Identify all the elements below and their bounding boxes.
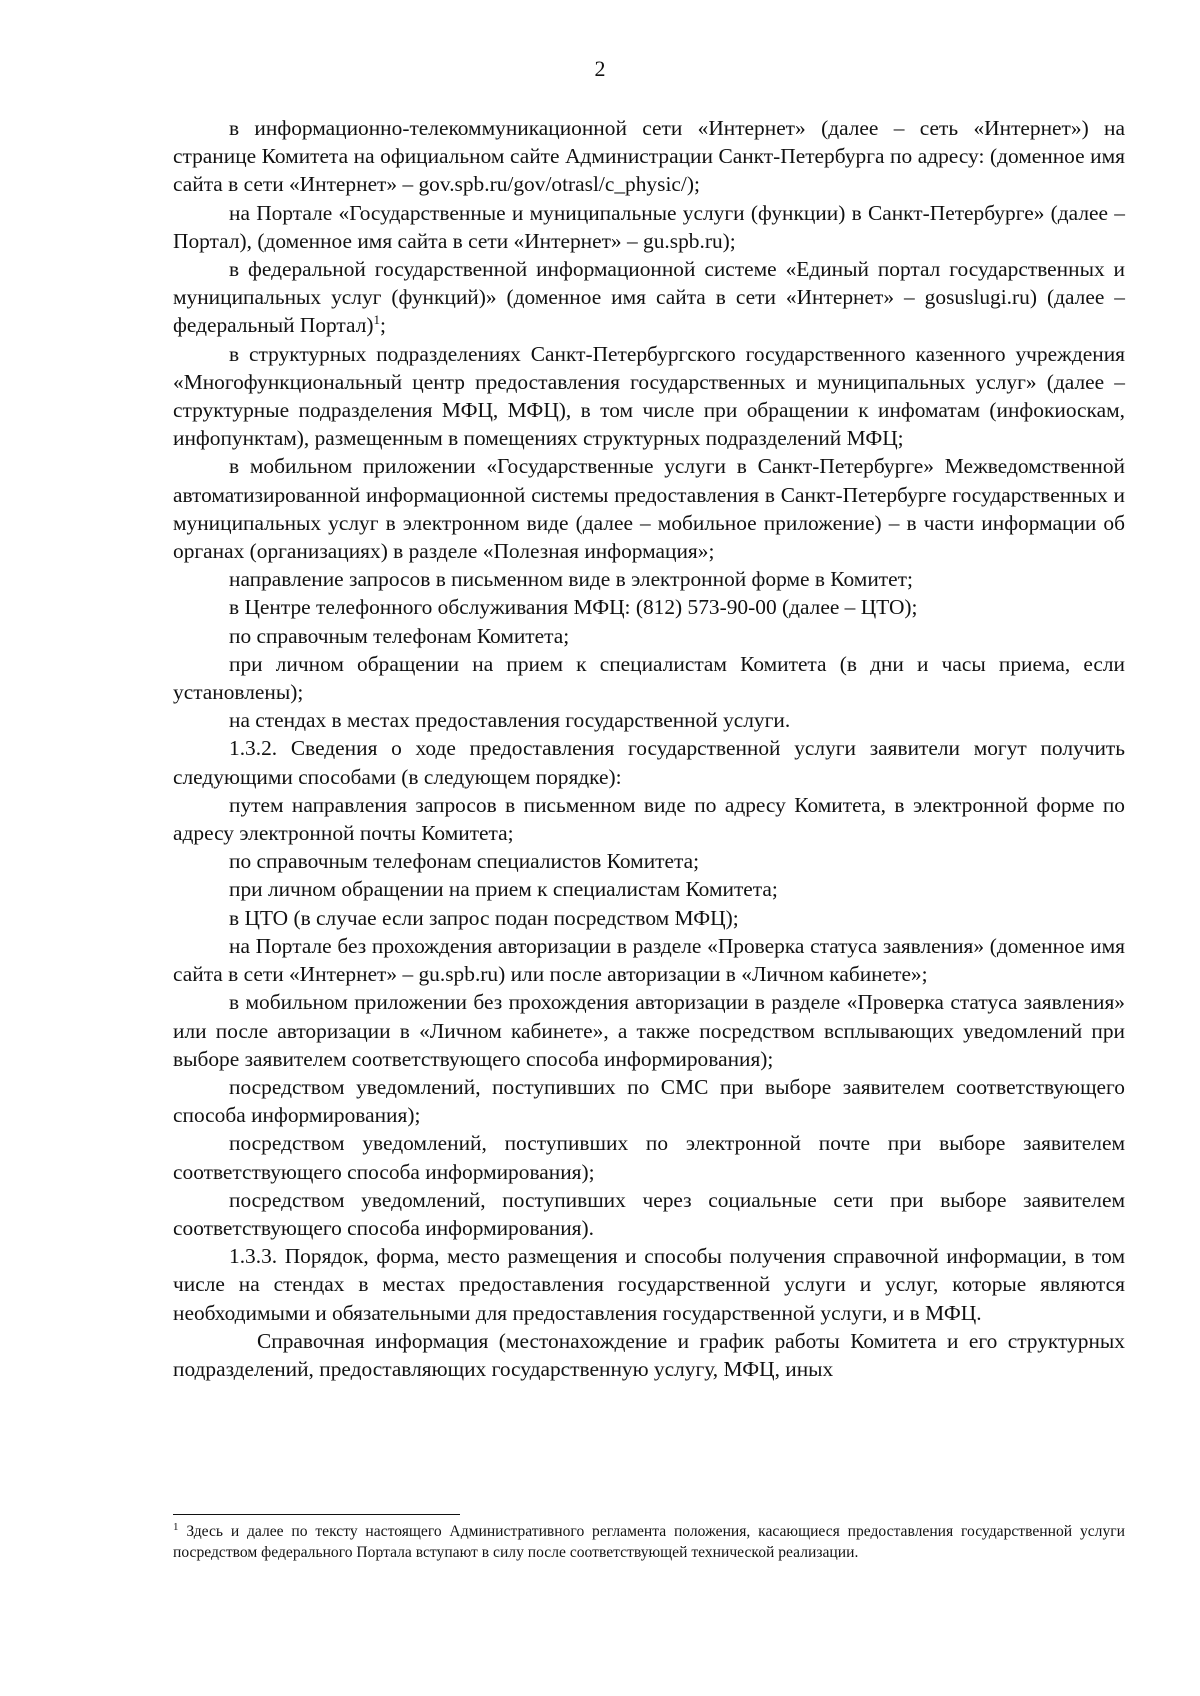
section-paragraph-1-3-2: 1.3.2. Сведения о ходе предоставления государственной услуги заявители могут получить следующими способами (в следующем порядке): [173,736,1125,789]
footnote-reference: 1 [373,312,381,328]
paragraph: при личном обращении на прием к специалистам Комитета (в дни и часы приема, если установлены); [173,651,1125,705]
paragraph: на стендах в местах предоставления государственной услуги. [229,708,791,733]
paragraph: на Портале «Государственные и муниципальные услуги (функции) в Санкт-Петербурге» (далее – Портал), (доменное имя сайта в сети «Интернет» – gu.spb.ru); [173,200,1125,253]
document-body [173,114,1125,1383]
paragraph: в ЦТО (в случае если запрос подан посредством МФЦ); [229,905,739,930]
paragraph: в структурных подразделениях Санкт-Петербургского государственного казенного учреждения «Многофункциональный центр предоставления государственных и муниципальных услуг» (далее – структурные подразделения МФЦ, МФЦ), в том числе при обращении к инфоматам (инфокиоскам, инфопунктам), размещенным в помещениях структурных подразделений МФЦ; [173,341,1125,451]
paragraph: направление запросов в письменном виде в электронной форме в Комитет; [229,567,913,592]
paragraph: при личном обращении на прием к специалистам Комитета; [229,877,778,902]
page-number: 2 [594,56,606,81]
paragraph: по справочным телефонам специалистов Комитета; [229,849,700,874]
paragraph: в мобильном приложении без прохождения авторизации в разделе «Проверка статуса заявления» или после авторизации в «Личном кабинете», а также посредством всплывающих уведомлений при выборе заявителем соответствующего способа информирования); [173,990,1125,1071]
paragraph: посредством уведомлений, поступивших через социальные сети при выборе заявителем соответствующего способа информирования). [173,1187,1125,1240]
paragraph: в Центре телефонного обслуживания МФЦ: (812) 573-90-00 (далее – ЦТО); [229,595,918,620]
paragraph: по справочным телефонам Комитета; [229,623,570,648]
paragraph: путем направления запросов в письменном виде по адресу Комитета, в электронной форме по адресу электронной почты Комитета; [173,792,1125,846]
footnote [173,1521,1125,1563]
footnote-text: Здесь и далее по тексту настоящего Административного регламента положения, касающиеся предоставления государственной услуги посредством федерального Портала вступают в силу после соответствующей технической реализации. [173,1523,1125,1561]
paragraph-text: в федеральной государственной информационной системе «Единый портал государственных и муниципальных услуг (функций)» (доменное имя сайта в сети «Интернет» – gosuslugi.ru) (далее – федеральный Портал) [173,257,1125,338]
paragraph-with-footnote-ref [173,255,1125,340]
footnote-number: 1 [173,1520,179,1533]
paragraph: посредством уведомлений, поступивших по СМС при выборе заявителем соответствующего способа информирования); [173,1074,1125,1128]
paragraph: посредством уведомлений, поступивших по электронной почте при выборе заявителем соответствующего способа информирования); [173,1131,1125,1184]
paragraph: на Портале без прохождения авторизации в разделе «Проверка статуса заявления» (доменное имя сайта в сети «Интернет» – gu.spb.ru) или после авторизации в «Личном кабинете»; [173,933,1125,987]
section-paragraph-1-3-3: 1.3.3. Порядок, форма, место размещения и способы получения справочной информации, в том числе на стендах в местах предоставления государственной услуги и услуг, которые являются необходимыми и обязательными для предоставления государственной услуги, и в МФЦ. [173,1244,1125,1325]
paragraph-punctuation: ; [380,313,386,338]
footnote-separator [173,1514,460,1515]
paragraph: Справочная информация (местонахождение и график работы Комитета и его структурных подразделений, предоставляющих государственную услугу, МФЦ, иных [173,1328,1125,1381]
paragraph: в мобильном приложении «Государственные услуги в Санкт-Петербурге» Межведомственной автоматизированной информационной системы предоставления в Санкт-Петербурге государственных и муниципальных услуг в электронном виде (далее – мобильное приложение) – в части информации об органах (организациях) в разделе «Полезная информация»; [173,454,1125,564]
paragraph: в информационно-телекоммуникационной сети «Интернет» (далее – сеть «Интернет») на странице Комитета на официальном сайте Администрации Санкт-Петербурга по адресу: (доменное имя сайта в сети «Интернет» – gov.spb.ru/gov/otrasl/c_physic/); [173,116,1125,197]
